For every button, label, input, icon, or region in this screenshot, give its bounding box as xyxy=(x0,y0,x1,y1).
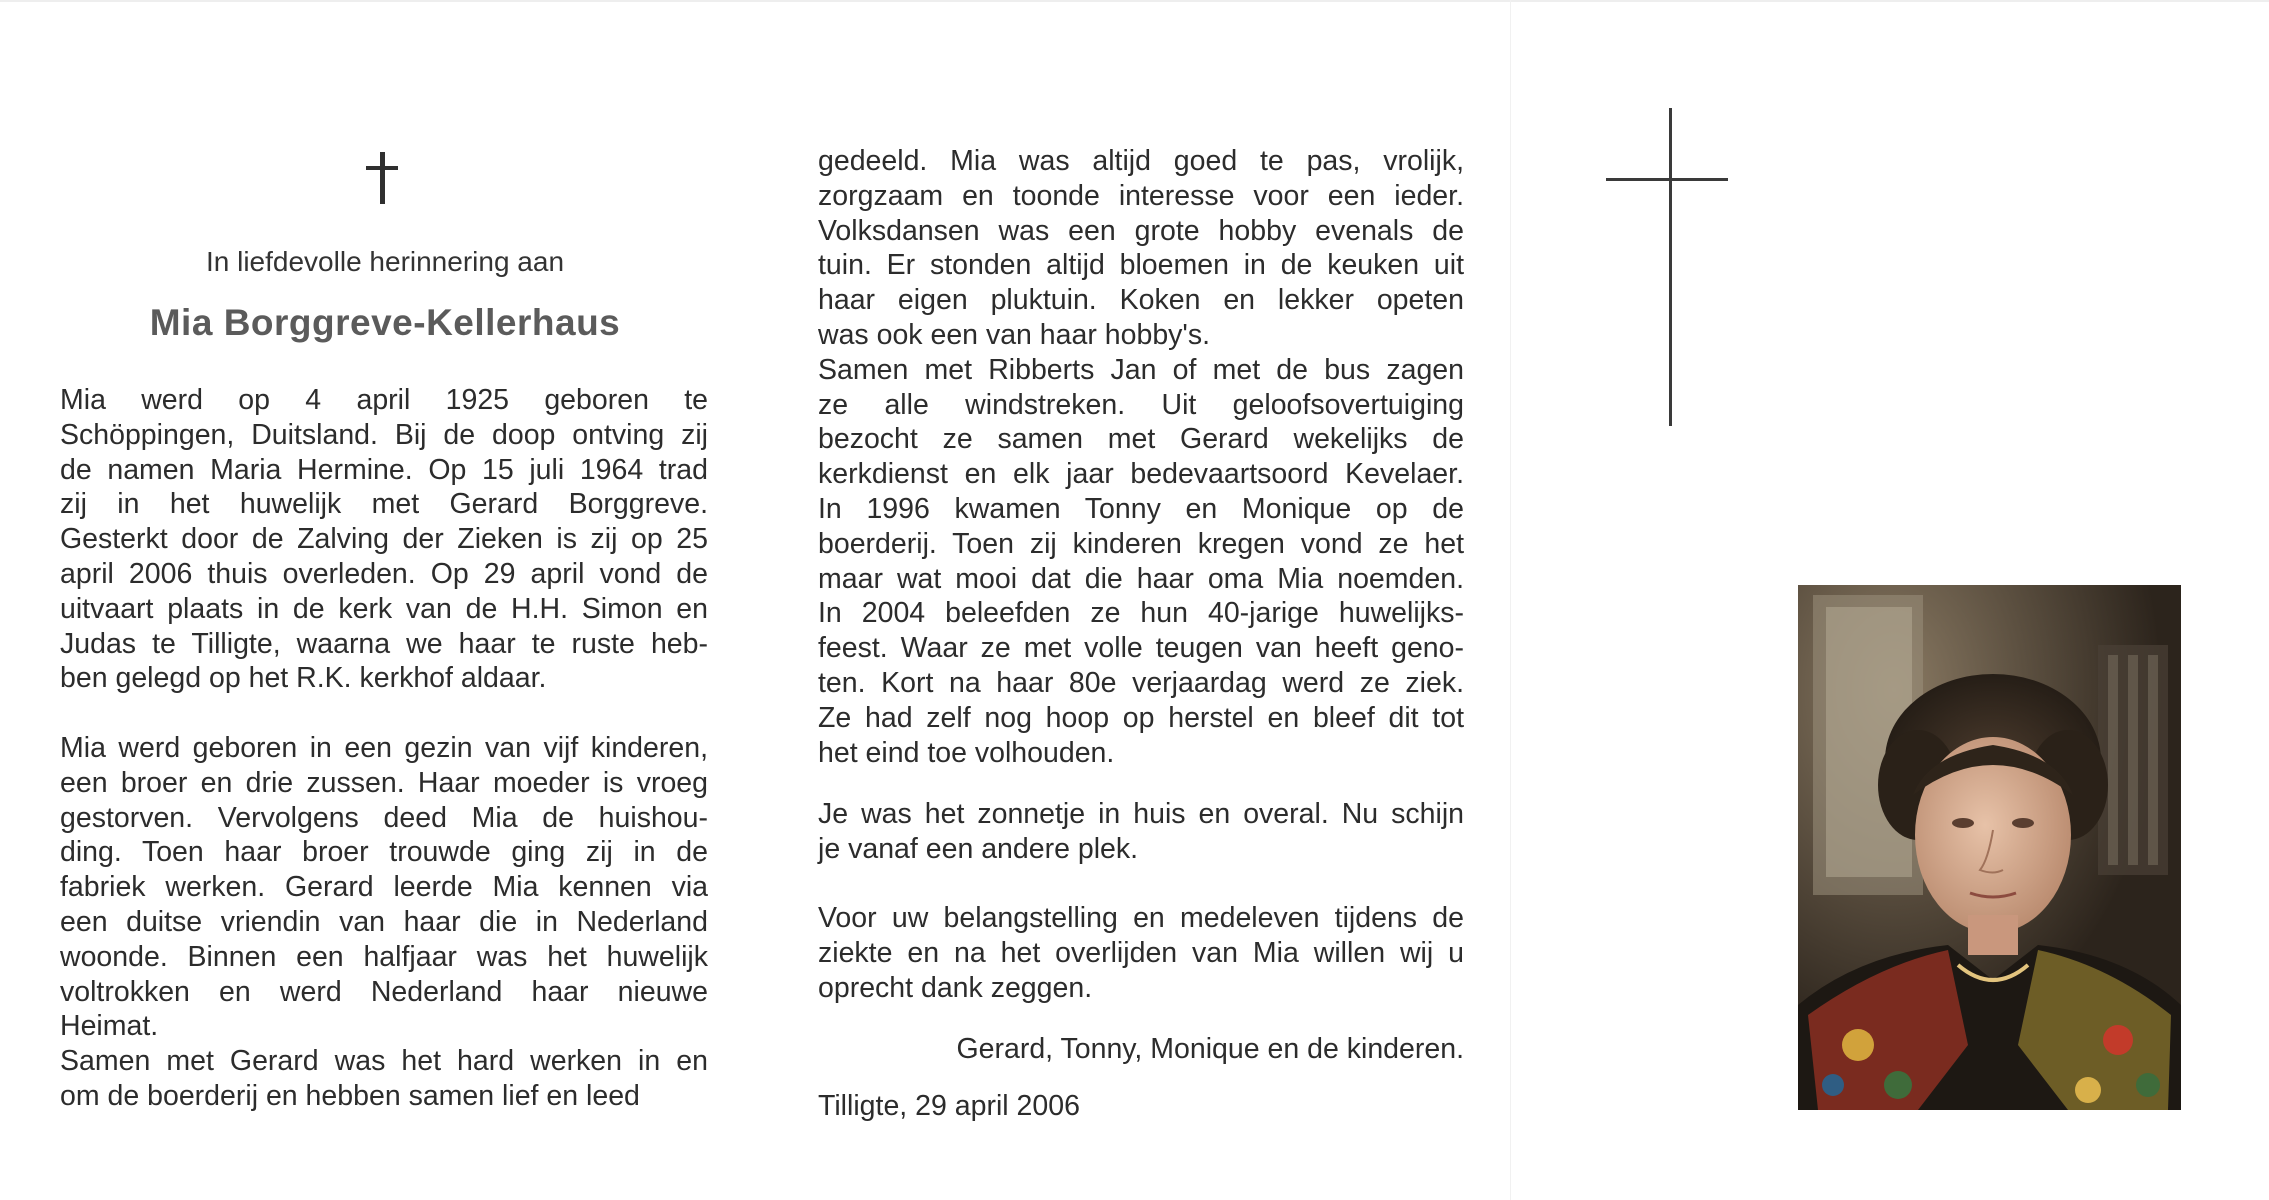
signature: Gerard, Tonny, Monique en de kinderen. xyxy=(956,1033,1464,1065)
paragraph-biography-3 xyxy=(818,144,1464,770)
text-line: ding. Toen haar broer trouwde ging zij in de xyxy=(60,836,708,869)
text-line: je vanaf een andere plek. xyxy=(818,832,1139,865)
paragraph-thanks xyxy=(818,901,1464,1005)
text-line: een broer en drie zussen. Haar moeder is vroeg xyxy=(60,766,708,799)
text-line: In 2004 beleefden ze hun 40-jarige huwelijks- xyxy=(818,597,1464,630)
text-line: feest. Waar ze met volle teugen van heeft geno- xyxy=(818,632,1464,665)
text-line: om de boerderij en hebben samen lief en leed xyxy=(60,1079,640,1112)
text-line: In 1996 kwamen Tonny en Monique op de xyxy=(818,492,1464,525)
subtitle: In liefdevolle herinnering aan xyxy=(205,246,565,277)
text-line: Mia werd op 4 april 1925 geboren te xyxy=(60,384,708,416)
portrait-photo xyxy=(1798,585,2181,1110)
text-line: Je was het zonnetje in huis en overal. Nu schijn xyxy=(818,798,1464,830)
place-date: Tilligte, 29 april 2006 xyxy=(818,1090,1080,1122)
text-line: tuin. Er stonden altijd bloemen in de keuken uit xyxy=(818,249,1464,282)
text-line: Schöppingen, Duitsland. Bij de doop ontving zij xyxy=(60,418,708,451)
text-line: Mia werd geboren in een gezin van vijf kinderen, xyxy=(60,732,708,764)
text-line: gedeeld. Mia was altijd goed te pas, vrolijk, xyxy=(818,145,1464,177)
text-line: bezocht ze samen met Gerard wekelijks de xyxy=(818,423,1464,456)
text-line: ze alle windstreken. Uit geloofsovertuiging xyxy=(818,388,1464,421)
text-line: het eind toe volhouden. xyxy=(818,736,1115,769)
portrait-image xyxy=(1798,585,2181,1110)
text-line: april 2006 thuis overleden. Op 29 april vond de xyxy=(60,557,708,590)
text-line: kerkdienst en elk jaar bedevaartsoord Kevelaer. xyxy=(818,458,1464,491)
text-line: Samen met Gerard was het hard werken in en xyxy=(60,1045,708,1078)
text-line: uitvaart plaats in de kerk van de H.H. Simon en xyxy=(60,592,708,625)
text-line: Samen met Ribberts Jan of met de bus zagen xyxy=(818,353,1464,386)
large-cross-icon xyxy=(1606,108,1728,426)
text-line: Voor uw belangstelling en medeleven tijdens de xyxy=(818,902,1464,934)
text-line: Ze had zelf nog hoop op herstel en bleef dit tot xyxy=(818,701,1464,734)
text-line: zij in het huwelijk met Gerard Borggreve. xyxy=(60,488,708,521)
text-line: gestorven. Vervolgens deed Mia de huishou- xyxy=(60,801,708,834)
text-line: boerderij. Toen zij kinderen kregen vond ze het xyxy=(818,527,1464,560)
text-line: zorgzaam en toonde interesse voor een ieder. xyxy=(818,179,1464,212)
deceased-name: Mia Borggreve-Kellerhaus xyxy=(149,302,621,343)
text-line: ten. Kort na haar 80e verjaardag werd ze ziek. xyxy=(818,666,1464,699)
text-line: fabriek werken. Gerard leerde Mia kennen via xyxy=(60,871,708,904)
text-line: maar wat mooi dat die haar oma Mia noemden. xyxy=(818,562,1464,595)
text-line: ben gelegd op het R.K. kerkhof aldaar. xyxy=(60,662,547,695)
text-line: Judas te Tilligte, waarna we haar te ruste heb- xyxy=(60,627,708,660)
text-line: oprecht dank zeggen. xyxy=(818,971,1093,1004)
text-line: voltrokken en werd Nederland haar nieuwe xyxy=(60,975,708,1008)
paragraph-closing xyxy=(818,797,1464,867)
cross-icon xyxy=(366,152,398,204)
paragraph-biography-2 xyxy=(60,731,708,1114)
text-line: ziekte en na het overlijden van Mia willen wij u xyxy=(818,936,1464,969)
text-line: was ook een van haar hobby's. xyxy=(818,318,1211,351)
paragraph-biography-1 xyxy=(60,383,708,696)
text-line: Heimat. xyxy=(60,1010,159,1043)
card-fold-line xyxy=(1510,0,1511,1200)
text-line: de namen Maria Hermine. Op 15 juli 1964 trad xyxy=(60,453,708,486)
text-line: een duitse vriendin van haar die in Nederland xyxy=(60,905,708,938)
text-line: woonde. Binnen een halfjaar was het huwelijk xyxy=(60,940,708,973)
text-line: Volksdansen was een grote hobby evenals de xyxy=(818,214,1464,247)
text-line: haar eigen pluktuin. Koken en lekker opeten xyxy=(818,284,1464,317)
text-line: Gesterkt door de Zalving der Zieken is zij op 25 xyxy=(60,523,708,556)
card-top-edge xyxy=(0,0,2269,2)
